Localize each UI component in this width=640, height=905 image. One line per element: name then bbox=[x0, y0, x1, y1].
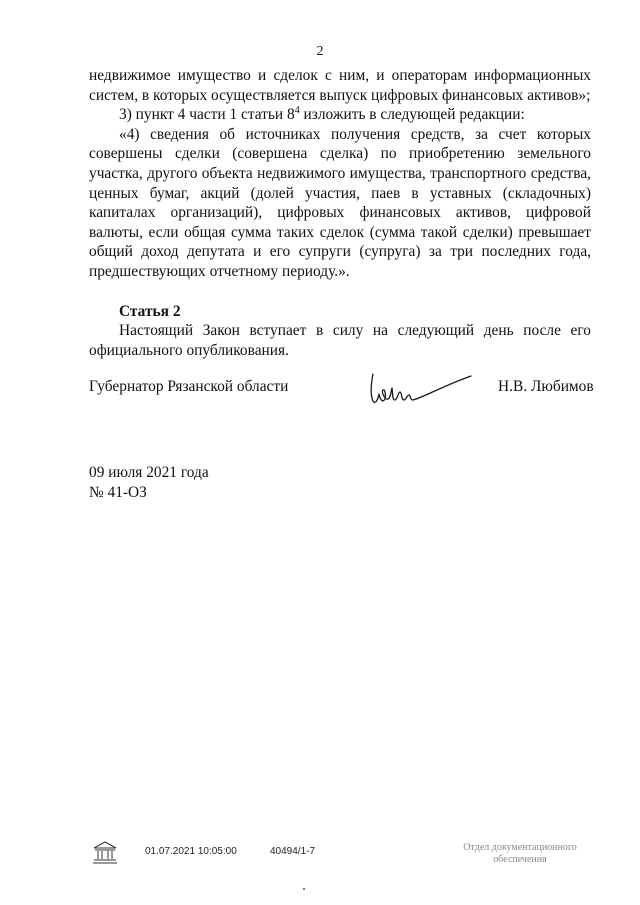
item-3 bbox=[89, 105, 591, 125]
scan-dot bbox=[303, 888, 305, 890]
law-date-number bbox=[89, 463, 209, 502]
page-number: 2 bbox=[316, 44, 324, 59]
item-3-text: 3) пункт 4 части 1 статьи 8 bbox=[119, 106, 295, 124]
law-number: № 41-ОЗ bbox=[89, 483, 147, 501]
document-body bbox=[89, 66, 591, 360]
footer-doc-id: 40494/1-7 bbox=[270, 846, 316, 857]
governor-title: Губернатор Рязанской области bbox=[89, 378, 289, 395]
footer-datetime: 01.07.2021 10:05:00 bbox=[145, 846, 237, 857]
department-line-1: Отдел документационного bbox=[463, 842, 577, 853]
building-emblem-icon bbox=[92, 841, 118, 865]
governor-name: Н.В. Любимов bbox=[498, 378, 594, 395]
handwritten-signature bbox=[367, 370, 475, 408]
paragraph-continuation: недвижимое имущество и сделок с ним, и операторам информационных систем, в которых осуществляется выпуск цифровых финансовых активов»; bbox=[89, 67, 591, 104]
law-date: 09 июля 2021 года bbox=[89, 464, 209, 481]
department-line-2: обеспечения bbox=[493, 854, 547, 865]
article-text: Настоящий Закон вступает в силу на следующий день после его официального опубликования. bbox=[89, 322, 591, 359]
quoted-amendment: «4) сведения об источниках получения средств, за счет которых совершены сделки (совершена сделка) по приобретению земельного участка, другого объекта недвижимого имущества, транспортного средства, ценных бумаг, акций (долей участия, паев в уставных (складочных) капиталах организаций), цифровых финансовых активов, цифровой валюты, если общая сумма таких сделок (сумма такой сделки) превышает общий доход депутата и его супруги (супруга) за три последних года, предшествующих отчетному периоду.». bbox=[89, 125, 591, 280]
item-3-superscript: 4 bbox=[294, 105, 300, 117]
department-stamp bbox=[440, 842, 600, 866]
article-heading: Статья 2 bbox=[119, 302, 181, 320]
item-3-text-end: изложить в следующей редакции: bbox=[299, 106, 525, 124]
